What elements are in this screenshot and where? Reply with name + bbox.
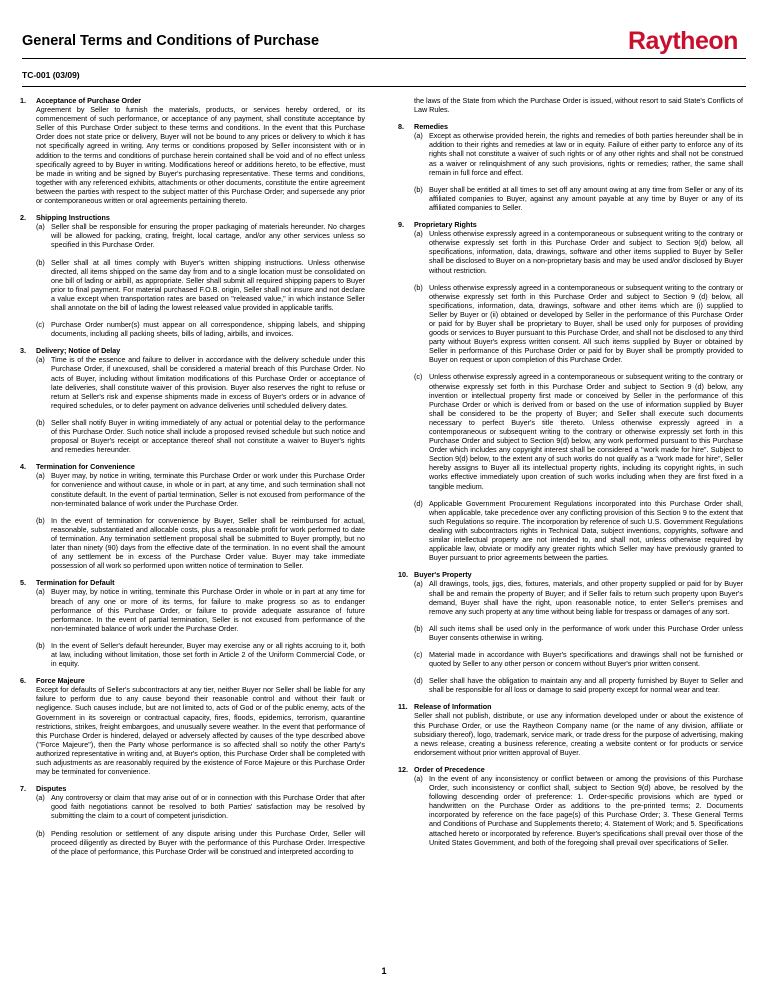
subsection-label: (c) [414,649,423,659]
section [20,462,365,570]
subsection [414,372,743,490]
section-body: Except for defaults of Seller's subcontractors at any tier, neither Buyer nor Seller shall be liable for any failure to perform due to any cause beyond their reasonable control and without their fault or negligence. Such causes include, but are not limited to, acts of God or of the public enemy, acts of the Government in its sovereign or contractual capacity, fires, floods, epidemics, terrorism, quarantine restrictions, strikes, freight embargoes, and unusually severe weather. In the event that performance of this Purchase Order is hindered, delayed or adversely affected by causes of the type described above ("Force Majeure"), then the Party whose performance is so affected shall so notify the other Party's authorized representative in writing and, at Buyer's option, this Purchase Order shall be completed with such adjustments as are reasonably required by the existence of Force Majeure or this Purchase Order may be terminated for convenience. [36,685,365,777]
subsection-label: (c) [36,320,45,330]
section [20,96,365,205]
section [20,676,365,776]
subsection-label: (d) [414,498,423,508]
section-number: 4. [20,462,26,472]
document-title: General Terms and Conditions of Purchase [22,33,320,49]
subsection-label: (b) [36,640,45,650]
subsection-label: (a) [414,579,423,589]
section-number: 8. [398,122,404,132]
section-title: Release of Information [414,702,492,712]
section-number: 2. [20,213,26,223]
subsection [414,499,743,563]
section [398,702,743,757]
subsection-label: (a) [36,793,45,803]
section-number: 1. [20,96,26,105]
subsection-text: Buyer may, by notice in writing, terminate this Purchase Order in whole or in part at any time for breach of any one or more of its terms, for failure to make progress so as to endanger performance of this Purchase Order, or failure to provide adequate assurance of future performance. In the event of partial termination, Seller is not excused from performance of the non-terminated balance of work under the Purchase Order. [51,587,365,633]
subsection [36,418,365,454]
subsection-text: Seller shall at all times comply with Buyer's written shipping instructions. Unless otherwise directed, all items shipped on the same day from and to a single location must be consolidated on one bill of lading or airbill, as appropriate. Seller shall submit all required shipping papers to Buyer prior to final payment. For material purchased F.O.B. origin, Seller shall not insure and not declare a value except when transportation rates are based on "released value," in which instance Seller shall annotate on the bill of lading the lowest released value provided in applicable tariffs. [51,257,365,312]
subsection-text: Buyer may, by notice in writing, terminate this Purchase Order or work under this Purchase Order for convenience and without cause, in whole or in part, at any time, and such termination shall not constitute default. In the event of partial termination, Seller is not excused from performance of the non-terminated balance of work under the Purchase Order. [51,471,365,508]
subsection-label: (a) [414,774,423,783]
subsection-label: (a) [36,471,45,481]
subsection [414,774,743,847]
section-title: Shipping Instructions [36,213,110,223]
subsection [36,829,365,856]
subsection-label: (b) [36,417,45,427]
subsection-label: (b) [414,282,423,292]
section [20,784,365,856]
subsection-label: (a) [36,587,45,597]
section-number: 7. [20,784,26,794]
subsection-text: In the event of Seller's default hereunder, Buyer may exercise any or all rights accruing to it, both at law, including without limitation, those set forth in Article 2 of the Uniform Commercial Code, or in equity. [51,640,365,669]
section-title: Delivery; Notice of Delay [36,346,121,356]
section-number: 11. [398,702,408,712]
header-rule-top [22,58,746,59]
section-title: Force Majeure [36,676,85,686]
subsection-label: (a) [414,229,423,239]
subsection-label: (b) [36,828,45,838]
subsection-text: Seller shall be responsible for ensuring the proper packaging of materials hereunder. No charges will be allowed for packing, crating, freight, local cartage, and/or any other services unless so specified in this Purchase Order. [51,222,365,250]
section [398,570,743,694]
section-body: Seller shall not publish, distribute, or use any information developed under or about the existence of this Purchase Order, or use the Raytheon Company name (or the name of any division, affiliate or subsidiary thereof), logo, trademark, service mark, or trade dress for the purpose of advertising, making a news release, creating a business reference, creating a website content or for products or service endorsement without prior written approval of Buyer. [414,711,743,757]
section-7b-continuation: the laws of the State from which the Purchase Order is issued, without resort to said State's Conflicts of Law Rules. [414,96,743,115]
subsection [414,579,743,615]
raytheon-logo: Raytheon [628,27,738,55]
section-title: Acceptance of Purchase Order [36,96,142,105]
subsection-text: Unless otherwise expressly agreed in a contemporaneous or subsequent writing to the contrary or otherwise expressly set forth in this Purchase Order and subject to Section 9 (d) below, all specifications, information, data, drawings, software and other items which are (i) supplied to Seller by Buyer or (ii) obtained or developed by Seller in the performance of this Purchase Order or paid for by Buyer shall be proprietary to Buyer, shall be used only for purposes of providing goods or services to Buyer pursuant to this Purchase Order, and shall not be disclosed to any third party without Buyer's express written consent. All such items supplied by Buyer or obtained by Seller in performance of this Purchase Order or paid for by Buyer shall be promptly provided to Buyer on request or upon completion of this Purchase Order. [429,282,743,365]
section-title: Order of Precedence [414,764,485,774]
subsection-label: (d) [414,676,423,686]
section-title: Buyer's Property [414,570,472,580]
subsection-text: Applicable Government Procurement Regulations incorporated into this Purchase Order shall, when applicable, take precedence over any conflicting provision of this Section 9 to the extent that such Regulations so require. The incorporation by reference of such U.S. Government Regulations dealing with subcontractors rights in Technical Data, subject inventions, copyrights, software and similar intellectual property are not intended to, and shall not, unless otherwise required by applicable law, obviate or modify any greater rights which Seller may have previously granted to Buyer pursuant to prior agreements between the parties. [429,498,743,563]
subsection-label: (b) [414,184,423,194]
section-number: 5. [20,578,26,588]
section-title: Termination for Default [36,578,115,588]
subsection-text: Buyer shall be entitled at all times to set off any amount owing at any time from Seller or any of its affiliated companies to Buyer, against any amount payable at any time by Buyer or any of its affiliated companies to Seller. [429,184,743,212]
document-number: TC-001 (03/09) [22,70,80,80]
section [20,346,365,454]
subsection-label: (a) [414,131,423,141]
section-number: 6. [20,676,26,686]
section [20,213,365,338]
subsection [414,676,743,694]
subsection [36,471,365,507]
subsection [414,650,743,668]
section-number: 12. [398,764,408,774]
section-title: Remedies [414,122,448,132]
subsection [36,587,365,632]
subsection [36,258,365,313]
section-title: Termination for Convenience [36,462,135,472]
section [20,578,365,668]
subsection-text: Material made in accordance with Buyer's specifications and drawings shall not be furnished or quoted by Seller to any other person or concern without Buyer's prior written consent. [429,649,743,669]
subsection-text: All such items shall be used only in the performance of work under this Purchase Order unless Buyer consents otherwise in writing. [429,623,743,642]
subsection [414,624,743,642]
left-column [20,96,365,864]
subsection-text: Any controversy or claim that may arise out of or in connection with this Purchase Order that after good faith negotiations cannot be resolved to both Parties' satisfaction may be resolved by submitting the claim to a court of competent jurisdiction. [51,793,365,821]
subsection-text: Seller shall notify Buyer in writing immediately of any actual or potential delay to the performance of this Purchase Order. Such notice shall include a proposed revised schedule but such notice and proposal or Buyer's receipt or acceptance thereof shall not constitute a waiver to Buyer's rights and remedies hereunder. [51,417,365,455]
subsection-label: (b) [36,515,45,525]
subsection [36,222,365,249]
section-title: Proprietary Rights [414,220,477,230]
subsection [414,283,743,365]
subsection-label: (a) [36,222,45,232]
right-column [398,96,743,855]
section-body: Agreement by Seller to furnish the materials, products, or services hereby ordered, or its commencement of such performance, or acceptance of any payment, shall constitute acceptance by Seller of this Purchase Order subject to these terms and conditions. In the event that this Purchase Order does not state price or delivery, Buyer will not be bound to any prices or delivery to which it has not specifically agreed in writing. Any terms or conditions proposed by Seller inconsistent with or in addition to the terms and conditions of purchase herein contained shall be void and of no effect unless specifically agreed to by Buyer in writing. Modifications hereof or additions hereto, to be effective, must be made in writing and be signed by Buyer's purchasing representative. These terms and conditions, together with any referenced exhibits, attachments or other documents, constitute the entire agreement between the parties with respect to the subject matter of this Purchase Order; and supersede any prior or contemporaneous written or oral agreements pertaining thereto. [36,105,365,206]
subsection-text: Time is of the essence and failure to deliver in accordance with the delivery schedule under this Purchase Order, if unexcused, shall be considered a material breach of this Purchase Order. No acts of Buyer, including without limitation modifications of this Purchase Order or acceptance of late deliveries, shall constitute waiver of this provision. Buyer also reserves the right to refuse or return at Seller's risk and expense shipments made in excess of Buyer's orders or in advance of required schedules, or to defer payment on advance deliveries until scheduled delivery dates. [51,355,365,410]
subsection [414,185,743,212]
section [398,220,743,562]
section-number: 3. [20,346,26,356]
subsection-text: In the event of any inconsistency or conflict between or among the provisions of this Purchase Order, such inconsistency or conflict shall, subject to Section 9(d) above, be resolved by the following descending order of preference: 1. Order-specific provisions which are typed or handwritten on the Purchase Order as additions to the pre-printed terms; 2. Documents incorporated by reference on the face page(s) of this Purchase Order; 3. These General Terms and Conditions of Purchase and Supplements thereto; 4. Statement of Work; and 5. Specifications attached hereto or incorporated by reference. Buyer's specifications shall prevail over those of the United States Government, and both of the foregoing shall prevail over specifications of Seller. [429,774,743,847]
subsection [36,516,365,571]
subsection-text: Except as otherwise provided herein, the rights and remedies of both parties hereunder shall be in addition to their rights and remedies at law or in equity. Failure of either party to enforce any of its rights shall not constitute a waiver of such rights or of any other rights and shall not be construed as a waiver or relinquishment of any such provisions, rights or remedies; rather, the same shall remain in full force and effect. [429,131,743,177]
subsection-text: Pending resolution or settlement of any dispute arising under this Purchase Order, Seller will proceed diligently as directed by Buyer with the performance of this Purchase Order. Irrespective of the place of performance, this Purchase Order will be construed and interpreted according to [51,828,365,856]
subsection [36,641,365,668]
subsection [36,355,365,410]
page-number: 1 [381,966,387,976]
subsection-text: Purchase Order number(s) must appear on all correspondence, shipping labels, and shipping documents, including all packing sheets, bills of lading, airbills, and invoices. [51,320,365,339]
subsection-text: All drawings, tools, jigs, dies, fixtures, materials, and other property supplied or paid for by Buyer shall be and remain the property of Buyer; and if Seller fails to return such property upon Buyer's demand, Buyer shall have the right, upon reasonable notice, to enter Seller's premises and remove any such property at any time without being liable for trespass or damages of any sort. [429,579,743,616]
subsection [414,229,743,274]
subsection-text: In the event of termination for convenience by Buyer, Seller shall be reimbursed for actual, reasonable, substantiated and allocable costs, plus a reasonable profit for work performed to date of termination. Any termination settlement proposal shall be submitted to Buyer promptly, but no later than ninety (90) days from the effective date of the termination. In no event shall the amount of any settlement be in excess of the Purchase Order value. Buyer may take immediate possession of all work so performed upon written notice of termination to Seller. [51,515,365,571]
subsection-text: Unless otherwise expressly agreed in a contemporaneous or subsequent writing to the contrary or otherwise expressly set forth in this Purchase Order and subject to Section 9(d) below, all specifications, information, data, drawings, software and other items supplied to Buyer by Seller shall be disclosed to Buyer on a non-proprietary basis and may be used and/or disclosed by Buyer without restriction. [429,229,743,275]
section-title: Disputes [36,784,67,794]
subsection [36,793,365,820]
subsection-label: (b) [414,623,423,633]
subsection-text: Seller shall have the obligation to maintain any and all property furnished by Buyer to Seller and shall be responsible for all loss or damage to said property except for normal wear and tear. [429,676,743,695]
section-number: 10. [398,570,408,580]
section [398,122,743,212]
subsection-label: (b) [36,257,45,267]
header-rule-bottom [22,86,746,87]
subsection-label: (a) [36,355,45,365]
subsection-text: Unless otherwise expressly agreed in a contemporaneous or subsequent writing to the contrary or otherwise expressly set forth in this Purchase Order and subject to Section 9 (d) below, any invention or intellectual property first made or conceived by Seller in the performance of this Purchase Order or which is derived from or based on the use of information supplied by Buyer shall be considered to be the property of Buyer; and Seller shall execute such documents necessary to perfect Buyer's title thereto. Unless otherwise expressly agreed in a contemporaneous or subsequent writing to the contrary or otherwise expressly set forth in this Purchase Order and subject to Section 9(d) below, any work performed pursuant to this Purchase Order which includes any copyright interest shall be considered a "work made for hire". Subject to Section 9(d) below, to the extent any of such works do not qualify as a "work made for hire", Seller hereby assigns to Buyer all its intellectual property rights, including its copyright rights, in such works effective immediately upon creation of such works including when they are first fixed in a tangible medium. [429,372,743,491]
subsection-label: (c) [414,372,423,382]
subsection [36,320,365,338]
section [398,765,743,847]
section-number: 9. [398,220,404,230]
subsection [414,131,743,176]
